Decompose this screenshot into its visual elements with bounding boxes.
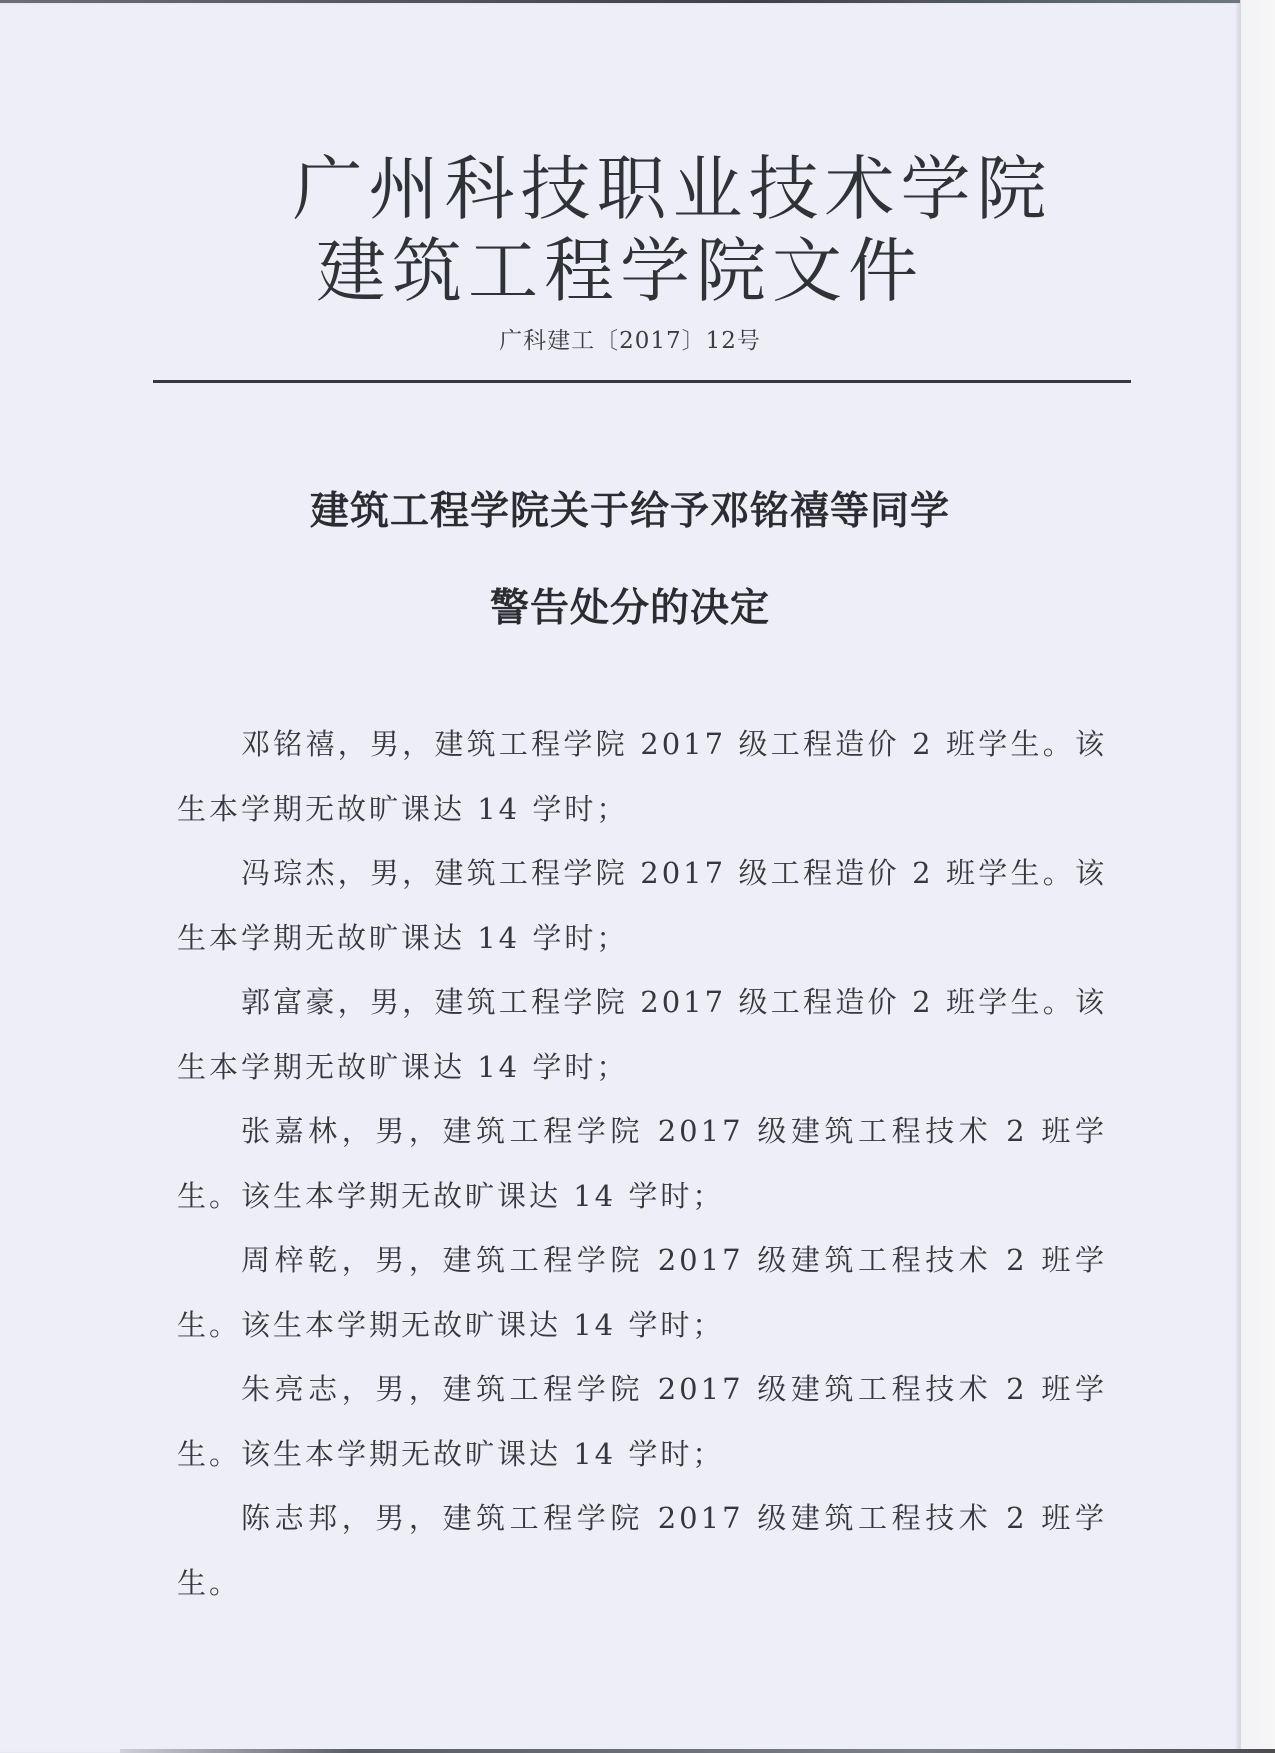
student-entry: 周梓乾，男，建筑工程学院 2017 级建筑工程技术 2 班学生。该生本学期无故旷课达 14 学时；: [177, 1243, 1107, 1342]
document-body: [177, 712, 1107, 1615]
student-entry: 朱亮志，男，建筑工程学院 2017 级建筑工程技术 2 班学生。该生本学期无故旷课达 14 学时；: [177, 1372, 1107, 1471]
student-entry: 郭富豪，男，建筑工程学院 2017 级工程造价 2 班学生。该生本学期无故旷课达 14 学时；: [177, 985, 1107, 1084]
title-line2: 警告处分的决定: [489, 586, 770, 631]
student-entry: 陈志邦，男，建筑工程学院 2017 级建筑工程技术 2 班学生。: [177, 1501, 1107, 1600]
document-title: [0, 463, 1240, 657]
document-number: 广科建工〔2017〕12号: [499, 328, 761, 354]
student-entry: 冯琮杰，男，建筑工程学院 2017 级工程造价 2 班学生。该生本学期无故旷课达 14 学时；: [177, 856, 1107, 955]
student-entry: 张嘉林，男，建筑工程学院 2017 级建筑工程技术 2 班学生。该生本学期无故旷课达 14 学时；: [177, 1114, 1107, 1213]
header-divider: [153, 380, 1131, 383]
scan-bottom-edge: [120, 1749, 1275, 1753]
title-line1: 建筑工程学院关于给予邓铭禧等同学: [309, 489, 950, 534]
document-header: [0, 148, 1240, 312]
student-entry: 邓铭禧，男，建筑工程学院 2017 级工程造价 2 班学生。该生本学期无故旷课达 14 学时；: [177, 727, 1107, 826]
org-name-line2: 建筑工程学院文件: [316, 230, 924, 312]
org-name-line1: 广州科技职业技术学院: [292, 148, 1053, 230]
scan-right-margin: [1240, 0, 1275, 1753]
